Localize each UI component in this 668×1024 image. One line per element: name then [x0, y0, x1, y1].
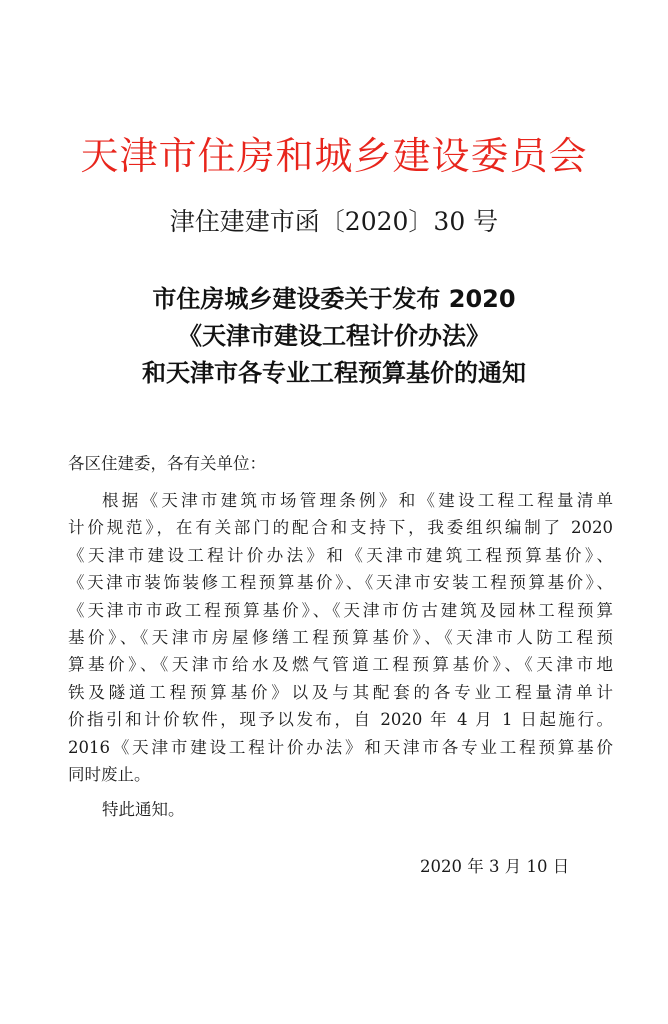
body-paragraph — [68, 487, 613, 788]
title-line: 《天津市建设工程计价办法》 — [178, 322, 490, 350]
issue-date: 2020 年 3 月 10 日 — [420, 857, 570, 876]
body-line: 铁及隧道工程预算基价》以及与其配套的各专业工程量清单计 — [68, 682, 613, 702]
body-line: 计价规范》，在有关部门的配合和支持下，我委组织编制了 2020 — [68, 518, 613, 538]
notice-title — [0, 281, 668, 392]
closing-line: 特此通知。 — [102, 800, 185, 819]
body-line: 《天津市市政工程预算基价》、《天津市仿古建筑及园林工程预算 — [68, 600, 613, 620]
body-line: 《天津市建设工程计价办法》和《天津市建筑工程预算基价》、 — [68, 545, 613, 565]
body-line: 基价》、《天津市房屋修缮工程预算基价》、《天津市人防工程预 — [68, 628, 613, 648]
issuer-heading: 天津市住房和城乡建设委员会 — [80, 134, 588, 178]
document-number: 津住建建市函〔2020〕30 号 — [169, 207, 499, 236]
body-line: 2016《天津市建设工程计价办法》和天津市各专业工程预算基价 — [68, 737, 613, 757]
body-line: 价指引和计价软件，现予以发布，自 2020 年 4 月 1 日起施行。 — [68, 710, 613, 730]
title-line: 和天津市各专业工程预算基价的通知 — [142, 359, 526, 387]
title-line: 市住房城乡建设委关于发布 2020 — [152, 285, 516, 313]
body-line: 根据《天津市建筑市场管理条例》和《建设工程工程量清单 — [102, 491, 613, 510]
body-line: 算基价》、《天津市给水及燃气管道工程预算基价》、《天津市地 — [68, 655, 613, 675]
body-line: 同时废止。 — [68, 765, 151, 785]
body-line: 《天津市装饰装修工程预算基价》、《天津市安装工程预算基价》、 — [68, 573, 613, 593]
salutation: 各区住建委，各有关单位： — [68, 454, 266, 473]
